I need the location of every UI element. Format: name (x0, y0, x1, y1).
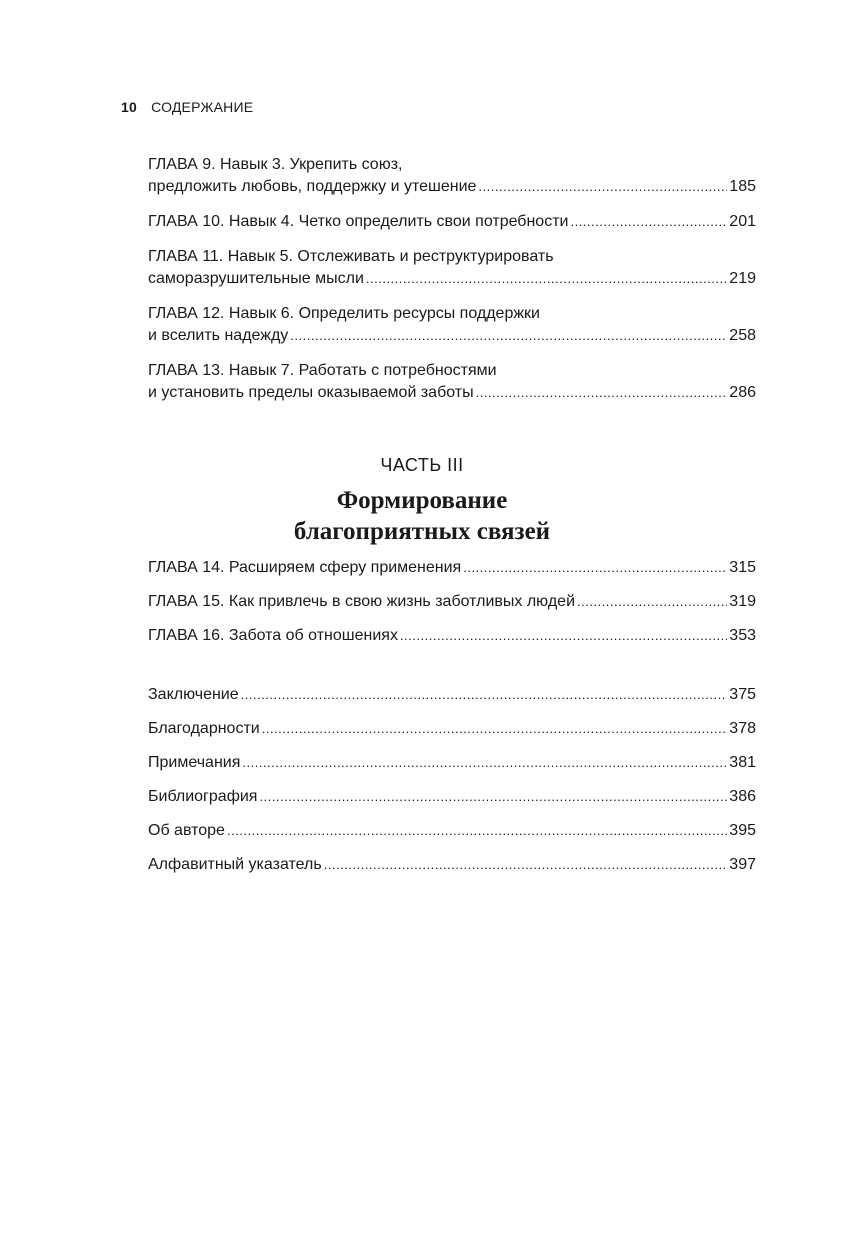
toc-part3-chapters (148, 557, 756, 647)
section-title: СОДЕРЖАНИЕ (151, 99, 254, 115)
part-title-line: Формирование (336, 487, 508, 514)
toc-page-number: 185 (729, 178, 756, 195)
toc-entry-title-line: и установить пределы оказываемой заботы (148, 384, 474, 401)
toc-page-number: 258 (729, 327, 756, 344)
toc-entry-title-line: ГЛАВА 12. Навык 6. Определить ресурсы поддержки (148, 305, 540, 322)
dot-leader (478, 176, 727, 198)
dot-leader (227, 820, 727, 842)
toc-entry-title-line: и вселить надежду (148, 327, 289, 344)
toc-part2-chapters (148, 154, 756, 404)
toc-entry-title-line: ГЛАВА 13. Навык 7. Работать с потребностями (148, 362, 497, 379)
toc-entry-title-line: Заключение (148, 686, 239, 703)
toc-page-number: 397 (729, 856, 756, 873)
dot-leader (577, 591, 727, 613)
toc-page-number: 378 (729, 720, 756, 737)
dot-leader (366, 268, 727, 290)
toc-entry-chapter-9[interactable] (148, 154, 756, 198)
toc-entry-title-line: Примечания (148, 754, 241, 771)
toc-entry-title-line: ГЛАВА 9. Навык 3. Укрепить союз, (148, 156, 403, 173)
toc-page-number: 219 (729, 270, 756, 287)
toc-entry-chapter-13[interactable] (148, 360, 756, 404)
dot-leader (476, 382, 728, 404)
toc-entry-bibliography[interactable] (148, 786, 756, 808)
toc-page-number: 315 (729, 559, 756, 576)
toc-entry-notes[interactable] (148, 752, 756, 774)
toc-entry-title-line: Библиография (148, 788, 258, 805)
toc-entry-about-author[interactable] (148, 820, 756, 842)
toc-entry-title-line: ГЛАВА 15. Как привлечь в свою жизнь заботливых людей (148, 593, 575, 610)
part-heading (0, 453, 844, 547)
part-title (0, 485, 844, 547)
running-head (121, 98, 253, 116)
toc-entry-index[interactable] (148, 854, 756, 876)
toc-back-matter (148, 684, 756, 876)
dot-leader (241, 684, 728, 706)
toc-entry-chapter-10[interactable] (148, 211, 756, 233)
toc-page-number: 375 (729, 686, 756, 703)
toc-entry-title-line: ГЛАВА 10. Навык 4. Четко определить свои потребности (148, 213, 569, 230)
toc-entry-title-line: Алфавитный указатель (148, 856, 322, 873)
toc-entry-acknowledgements[interactable] (148, 718, 756, 740)
toc-entry-title-line: ГЛАВА 11. Навык 5. Отслеживать и реструктурировать (148, 248, 554, 265)
toc-entry-title-line: ГЛАВА 14. Расширяем сферу применения (148, 559, 462, 576)
dot-leader (463, 557, 727, 579)
dot-leader (290, 325, 727, 347)
toc-entry-chapter-14[interactable] (148, 557, 756, 579)
toc-page-number: 395 (729, 822, 756, 839)
toc-page-number: 286 (729, 384, 756, 401)
toc-entry-title-line: Благодарности (148, 720, 260, 737)
dot-leader (570, 211, 727, 233)
toc-entry-chapter-15[interactable] (148, 591, 756, 613)
toc-entry-chapter-12[interactable] (148, 303, 756, 347)
dot-leader (259, 786, 727, 808)
toc-entry-title-line: Об авторе (148, 822, 225, 839)
toc-entry-title-line: предложить любовь, поддержку и утешение (148, 178, 477, 195)
toc-entry-title-line: ГЛАВА 16. Забота об отношениях (148, 627, 398, 644)
toc-page-number: 353 (729, 627, 756, 644)
toc-page-number: 381 (729, 754, 756, 771)
dot-leader (400, 625, 727, 647)
toc-entry-chapter-11[interactable] (148, 246, 756, 290)
dot-leader (262, 718, 728, 740)
toc-entry-chapter-16[interactable] (148, 625, 756, 647)
toc-page-number: 319 (729, 593, 756, 610)
dot-leader (242, 752, 727, 774)
toc-page-number: 201 (729, 213, 756, 230)
toc-entry-conclusion[interactable] (148, 684, 756, 706)
part-label: ЧАСТЬ III (380, 455, 464, 475)
part-title-line: благоприятных связей (293, 518, 551, 545)
page-number: 10 (121, 99, 137, 115)
toc-page-number: 386 (729, 788, 756, 805)
toc-entry-title-line: саморазрушительные мысли (148, 270, 364, 287)
dot-leader (324, 854, 728, 876)
